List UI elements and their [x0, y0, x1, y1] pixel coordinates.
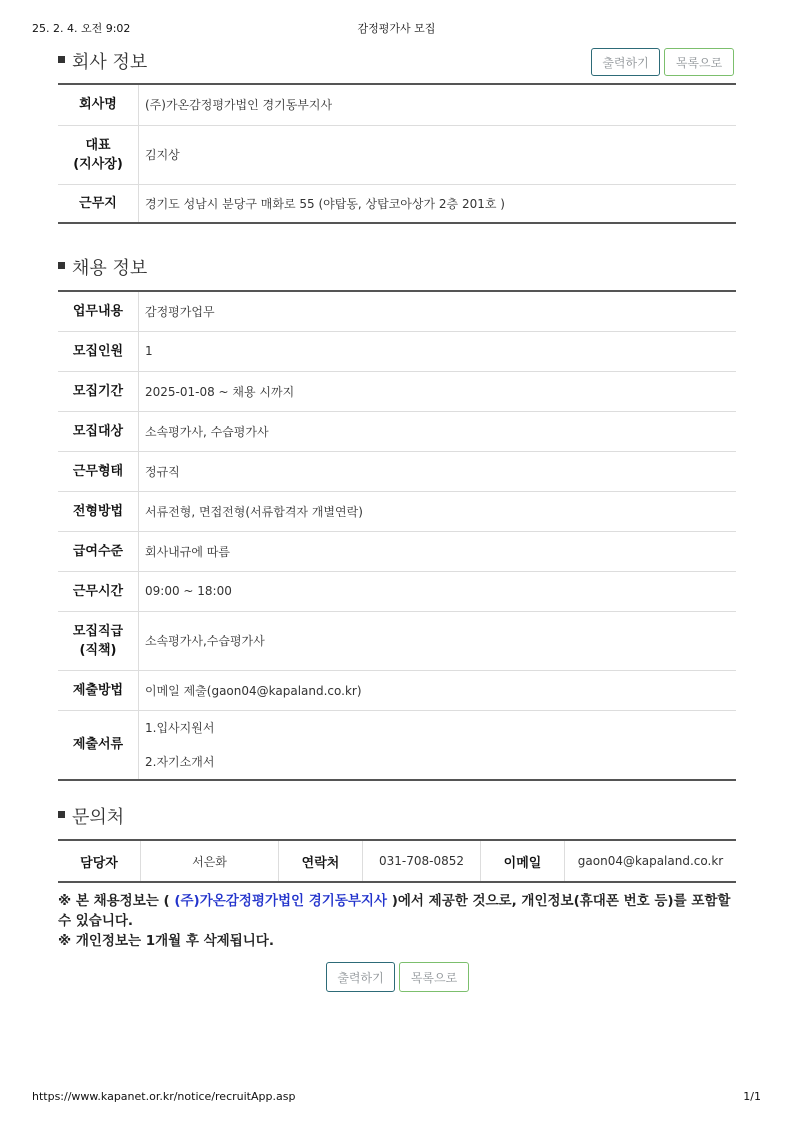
email-label: 이메일 [481, 840, 565, 882]
list-button-bottom[interactable]: 목록으로 [399, 962, 469, 992]
square-bullet-icon [58, 56, 65, 63]
documents-value [139, 710, 737, 780]
page-url[interactable]: https://www.kapanet.or.kr/notice/recruitApp.asp [32, 1090, 296, 1103]
phone-label: 연락처 [279, 840, 363, 882]
employment-type-label: 근무형태 [58, 451, 139, 491]
table-row [58, 840, 736, 882]
page-number: 1/1 [743, 1090, 761, 1103]
table-row [58, 371, 736, 411]
salary-value: 회사내규에 따름 [139, 531, 737, 571]
work-hours-value: 09:00 ~ 18:00 [139, 571, 737, 611]
table-row [58, 571, 736, 611]
position-label [58, 611, 139, 670]
table-row [58, 451, 736, 491]
document-item: 2.자기소개서 [145, 754, 215, 769]
table-row [58, 411, 736, 451]
period-value: 2025-01-08 ~ 채용 시까지 [139, 371, 737, 411]
notice-suffix: )에서 제공한 것으로, 개인정보(휴대폰 번호 등)를 포함할 수 있습니다. [58, 893, 731, 929]
company-name-value: (주)가온감정평가법인 경기동부지사 [139, 84, 737, 125]
job-content-value: 감정평가업무 [139, 291, 737, 331]
table-row [58, 491, 736, 531]
notice-line-2: ※ 개인정보는 1개월 후 삭제됩니다. [58, 933, 274, 949]
headcount-label: 모집인원 [58, 331, 139, 371]
representative-label [58, 125, 139, 184]
print-title: 감정평가사 모집 [357, 22, 436, 35]
document-item: 1.입사지원서 [145, 720, 215, 735]
representative-label-line2: (지사장) [73, 156, 123, 172]
documents-label: 제출서류 [58, 710, 139, 780]
submission-method-label: 제출방법 [58, 670, 139, 710]
recruit-section-heading [58, 254, 147, 280]
square-bullet-icon [58, 262, 65, 269]
print-button-bottom[interactable]: 출력하기 [326, 962, 395, 992]
submission-method-value: 이메일 제출(gaon04@kapaland.co.kr) [139, 670, 737, 710]
print-button-top[interactable]: 출력하기 [591, 48, 660, 76]
target-label: 모집대상 [58, 411, 139, 451]
workplace-label: 근무지 [58, 184, 139, 223]
phone-value: 031-708-0852 [363, 840, 481, 882]
email-value: gaon04@kapaland.co.kr [577, 854, 724, 868]
company-section-heading [58, 48, 147, 74]
manager-value: 서은화 [141, 840, 279, 882]
square-bullet-icon [58, 811, 65, 818]
recruit-section-title: 채용 정보 [72, 258, 148, 279]
company-section-title: 회사 정보 [72, 52, 148, 73]
notice-company-name: (주)가온감정평가법인 경기동부지사 [174, 893, 387, 909]
contact-section-title: 문의처 [72, 807, 125, 828]
table-row [58, 84, 736, 125]
headcount-value: 1 [139, 331, 737, 371]
table-row [58, 291, 736, 331]
recruit-info-table [58, 290, 736, 781]
table-row [58, 331, 736, 371]
table-row [58, 125, 736, 184]
work-hours-label: 근무시간 [58, 571, 139, 611]
list-button-top[interactable]: 목록으로 [664, 48, 734, 76]
table-row [58, 710, 736, 780]
position-label-line2: (직책) [79, 642, 117, 658]
period-label: 모집기간 [58, 371, 139, 411]
print-footer [32, 1090, 761, 1104]
company-info-table [58, 83, 736, 224]
contact-section-heading [58, 803, 124, 829]
selection-method-label: 전형방법 [58, 491, 139, 531]
notice-line-1 [58, 891, 740, 931]
company-name-label: 회사명 [58, 84, 139, 125]
representative-value: 김지상 [139, 125, 737, 184]
table-row [58, 531, 736, 571]
privacy-notice [58, 891, 740, 951]
print-header [32, 20, 761, 36]
employment-type-value: 정규직 [139, 451, 737, 491]
selection-method-value: 서류전형, 면접전형(서류합격자 개별연락) [139, 491, 737, 531]
representative-label-line1: 대표 [85, 137, 111, 153]
notice-prefix: ※ 본 채용정보는 ( [58, 893, 175, 909]
workplace-value: 경기도 성남시 분당구 매화로 55 (야탑동, 상탑코아상가 2층 201호 ) [145, 196, 505, 211]
manager-label: 담당자 [58, 840, 141, 882]
table-row [58, 670, 736, 710]
salary-label: 급여수준 [58, 531, 139, 571]
job-content-label: 업무내용 [58, 291, 139, 331]
table-row [58, 184, 736, 223]
target-value: 소속평가사, 수습평가사 [139, 411, 737, 451]
contact-table [58, 839, 736, 883]
position-label-line1: 모집직급 [72, 623, 124, 639]
print-date: 25. 2. 4. 오전 9:02 [32, 22, 131, 35]
table-row [58, 611, 736, 670]
position-value: 소속평가사,수습평가사 [139, 611, 737, 670]
